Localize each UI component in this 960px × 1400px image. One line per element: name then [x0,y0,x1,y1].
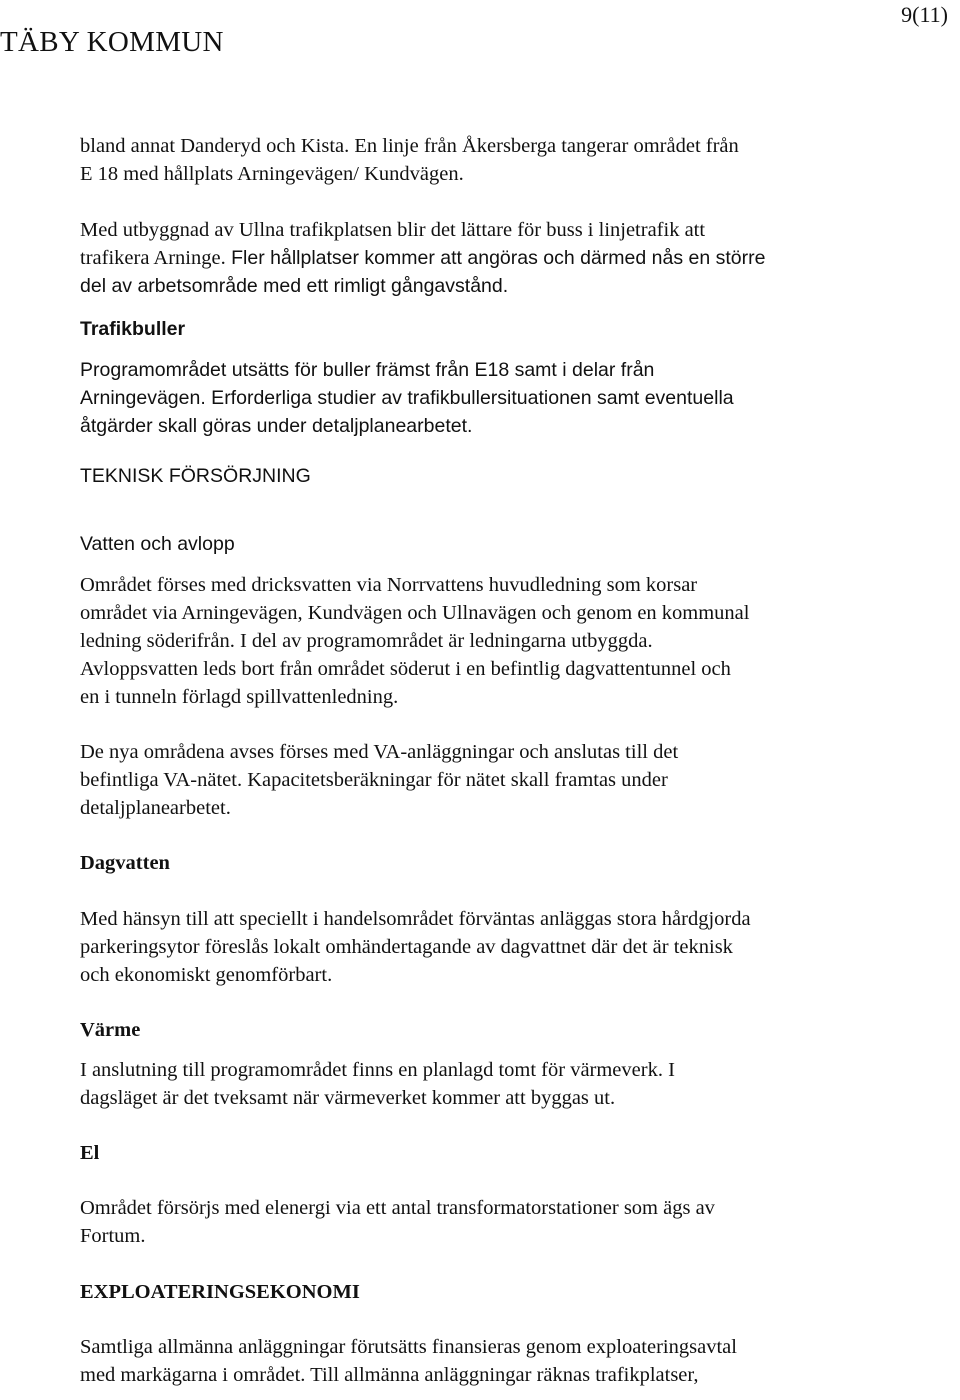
heading-trafikbuller: Trafikbuller [80,318,186,340]
text-line: befintliga VA-nätet. Kapacitetsberäkningar för nätet skall framtas under [80,769,668,791]
text-line: Med utbyggnad av Ullna trafikplatsen blir det lättare för buss i linjetrafik att [80,219,706,241]
text-line: och ekonomiskt genomförbart. [80,964,333,986]
paragraph-heating [80,1056,940,1112]
text-line: Samtliga allmänna anläggningar förutsätts finansieras genom exploateringsavtal [80,1336,737,1358]
heading-dagvatten: Dagvatten [80,852,170,874]
document-body [80,132,940,1389]
text-line: I anslutning till programområdet finns en planlagd tomt för värmeverk. I [80,1059,675,1081]
paragraph-new-areas-va [80,738,940,822]
header-title: TÄBY KOMMUN [0,26,224,58]
paragraph-ullna-traffic [80,216,940,300]
paragraph-stormwater [80,905,940,989]
paragraph-water-supply [80,571,940,711]
paragraph-financing [80,1333,940,1389]
text-line: detaljplanearbetet. [80,797,231,819]
text-segment: trafikera Arninge. [80,247,226,269]
text-line: åtgärder skall göras under detaljplanearbetet. [80,415,473,437]
text-line: med markägarna i området. Till allmänna anläggningar räknas trafikplatser, [80,1364,699,1386]
text-line: ledning söderifrån. I del av programområdet är ledningarna utbyggda. [80,630,653,652]
text-segment: Erforderliga studier av trafikbullersituationen samt eventuella [205,387,734,409]
text-line: Avloppsvatten leds bort från området söderut i en befintlig dagvattentunnel och [80,658,731,680]
heading-teknisk-forsorjning: TEKNISK FÖRSÖRJNING [80,465,311,487]
text-line: Programområdet utsätts för buller främst från E18 samt i delar från [80,359,655,381]
paragraph-bus-lines [80,132,940,188]
text-line: Området förses med dricksvatten via Norrvattens huvudledning som korsar [80,574,698,596]
paragraph-noise [80,356,940,440]
text-line: området via Arningevägen, Kundvägen och Ullnavägen och genom en kommunal [80,602,750,624]
paragraph-electricity [80,1194,940,1250]
text-segment: Fler hållplatser kommer att angöras och därmed nås en större [225,247,766,269]
text-line: en i tunneln förlagd spillvattenledning. [80,686,399,708]
page-number: 9(11) [901,2,948,27]
text-line: Med hänsyn till att speciellt i handelsområdet förväntas anläggas stora hårdgjorda [80,908,751,930]
text-line [80,244,940,272]
heading-vatten-och-avlopp: Vatten och avlopp [80,533,235,555]
text-line: Området försörjs med elenergi via ett antal transformatorstationer som ägs av [80,1197,715,1219]
text-line: dagsläget är det tveksamt när värmeverket kommer att byggas ut. [80,1087,616,1109]
text-line: parkeringsytor föreslås lokalt omhändertagande av dagvattnet där det är teknisk [80,936,733,958]
heading-el: El [80,1142,100,1164]
text-segment: Arningevägen. [80,387,206,409]
heading-exploateringsekonomi: EXPLOATERINGSEKONOMI [80,1281,360,1303]
text-line [80,384,940,412]
text-line: De nya områdena avses förses med VA-anläggningar och anslutas till det [80,741,679,763]
text-line: del av arbetsområde med ett rimligt gångavstånd. [80,275,509,297]
text-line: E 18 med hållplats Arningevägen/ Kundvägen. [80,163,464,185]
heading-varme: Värme [80,1019,141,1041]
text-line: bland annat Danderyd och Kista. En linje från Åkersberga tangerar området från [80,135,739,157]
text-line: Fortum. [80,1225,146,1247]
